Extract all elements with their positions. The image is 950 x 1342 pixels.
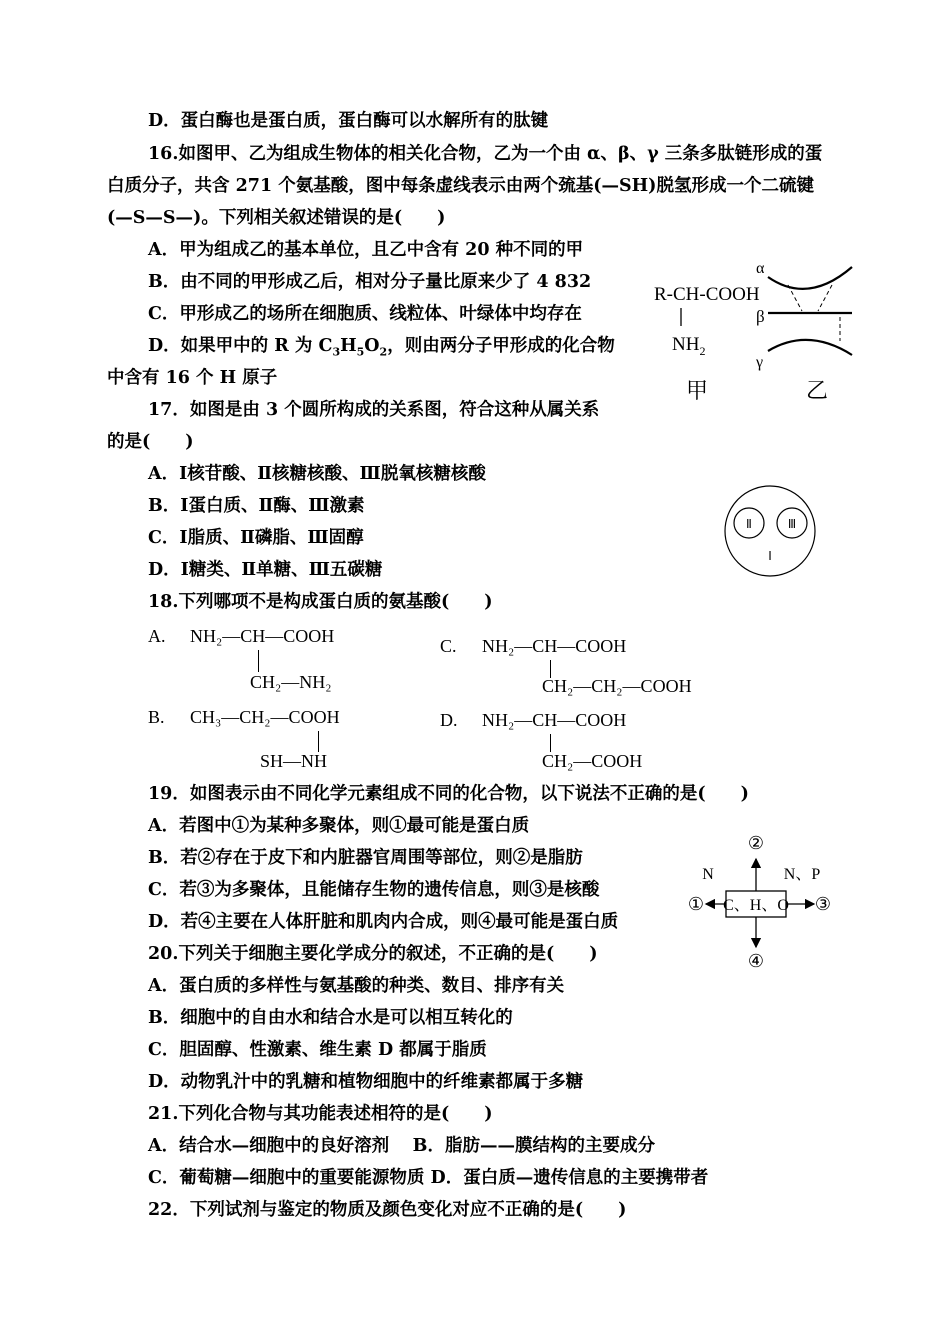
figure-caption-yi: 乙 [806, 378, 829, 403]
q20-option-a: A．蛋白质的多样性与氨基酸的种类、数目、排序有关 [148, 976, 565, 996]
q19-option-b: B．若②存在于皮下和内脏器官周围等部位，则②是脂肪 [148, 848, 583, 868]
q17-option-c: C．Ⅰ脂质、Ⅱ磷脂、Ⅲ固醇 [148, 528, 364, 548]
q18-a-bond [258, 650, 259, 672]
q21-options-ab: A．结合水—细胞中的良好溶剂 B．脂肪——膜结构的主要成分 [148, 1136, 655, 1156]
q18-b-sidechain: SH—NH [260, 751, 328, 771]
q21-stem: 21.下列化合物与其功能表述相符的是( ) [148, 1104, 493, 1124]
q19-option-d: D．若④主要在人体肝脏和肌肉内合成，则④最可能是蛋白质 [148, 912, 619, 932]
q22-stem: 22．下列试剂与鉴定的物质及颜色变化对应不正确的是( ) [148, 1200, 627, 1220]
disulfide-bond [818, 285, 832, 311]
center-elements: C、H、O [723, 897, 789, 914]
amino-group-label: $NH_2$ [672, 334, 706, 358]
q18-d-bond [550, 734, 551, 752]
q17-option-d: D．Ⅰ糖类、Ⅱ单糖、Ⅲ五碳糖 [148, 560, 383, 580]
element-compound-figure [680, 825, 840, 975]
q18-d-sidechain: CH₂—COOH [542, 751, 643, 771]
q18-stem: 18.下列哪项不是构成蛋白质的氨基酸( ) [148, 592, 493, 612]
q19-option-c: C．若③为多聚体，且能储存生物的遗传信息，则③是核酸 [148, 880, 600, 900]
q16-option-d-cont: 中含有 16 个 H 原子 [107, 368, 278, 388]
q16-stem: 16.如图甲、乙为组成生物体的相关化合物，乙为一个由 α、β、γ 三条多肽链形成的蛋 [148, 144, 823, 164]
q20-option-b: B．细胞中的自由水和结合水是可以相互转化的 [148, 1008, 513, 1028]
q18-b-formula: CH₃—CH₂—COOH [190, 707, 340, 727]
compound-3-label: ③ [814, 894, 832, 914]
q16-option-a: A．甲为组成乙的基本单位，且乙中含有 20 种不同的甲 [148, 240, 584, 260]
q18-a-formula: NH₂—CH—COOH [190, 626, 335, 646]
alpha-label: α [756, 260, 765, 277]
q18-c-sidechain: CH₂—CH₂—COOH [542, 676, 692, 696]
q18-c-formula: NH₂—CH—COOH [482, 636, 627, 656]
q15-option-d: D．蛋白酶也是蛋白质，蛋白酶可以水解所有的肽键 [148, 111, 549, 131]
q16-option-c: C．甲形成乙的场所在细胞质、线粒体、叶绿体中均存在 [148, 304, 582, 324]
figure-caption-jia: 甲 [686, 378, 709, 403]
alpha-chain [768, 267, 852, 289]
q18-c-label: C. [440, 636, 457, 656]
q18-d-formula: NH₂—CH—COOH [482, 710, 627, 730]
protein-chains-figure [748, 255, 868, 405]
inner-right-label: Ⅲ [787, 517, 797, 531]
q18-b-bond [318, 731, 319, 752]
q21-options-cd: C．葡萄糖—细胞中的重要能源物质 D．蛋白质—遗传信息的主要携带者 [148, 1168, 709, 1188]
q18-a-sidechain: CH₂—NH₂ [250, 672, 332, 692]
q19-stem: 19．如图表示由不同化学元素组成不同的化合物，以下说法不正确的是( ) [148, 784, 749, 804]
nitrogen-phosphorus-label: N、P [783, 866, 821, 883]
amino-acid-formula: R-CH-COOH [654, 284, 760, 305]
q18-b-label: B. [148, 707, 165, 727]
q18-d-label: D. [440, 710, 458, 730]
q20-stem: 20.下列关于细胞主要化学成分的叙述，不正确的是( ) [148, 944, 598, 964]
q17-option-a: A．Ⅰ核苷酸、Ⅱ核糖核酸、Ⅲ脱氧核糖核酸 [148, 464, 486, 484]
q18-a-label: A. [148, 626, 166, 646]
q17-stem: 17．如图是由 3 个圆所构成的关系图，符合这种从属关系 [148, 400, 600, 420]
q16-option-d: D．如果甲中的 R 为 $C_3H_5O_2$，则由两分子甲形成的化合物 [148, 336, 615, 359]
q17-option-b: B．Ⅰ蛋白质、Ⅱ酶、Ⅲ激素 [148, 496, 365, 516]
q16-option-b: B．由不同的甲形成乙后，相对分子量比原来少了 4 832 [148, 272, 592, 292]
beta-label: β [756, 307, 765, 326]
gamma-label: γ [756, 354, 764, 371]
inner-left-label: Ⅱ [746, 517, 752, 531]
q16-stem-cont: 白质分子，共含 271 个氨基酸，图中每条虚线表示由两个巯基(—SH)脱氢形成一个二硫键 [107, 176, 814, 196]
amino-acid-figure [648, 270, 760, 410]
q17-stem-end: 的是( ) [107, 432, 194, 452]
outer-label: Ⅰ [768, 549, 772, 563]
venn-circles-figure [720, 483, 820, 583]
compound-4-label: ④ [747, 951, 765, 971]
nitrogen-label: N [702, 866, 714, 883]
q19-option-a: A．若图中①为某种多聚体，则①最可能是蛋白质 [148, 816, 530, 836]
q20-option-d: D．动物乳汁中的乳糖和植物细胞中的纤维素都属于多糖 [148, 1072, 584, 1092]
compound-1-label: ① [687, 894, 705, 914]
q20-option-c: C．胆固醇、性激素、维生素 D 都属于脂质 [148, 1040, 487, 1060]
compound-2-label: ② [747, 833, 765, 853]
q16-stem-end: (—S—S—)。下列相关叙述错误的是( ) [107, 208, 446, 228]
gamma-chain [768, 340, 852, 355]
